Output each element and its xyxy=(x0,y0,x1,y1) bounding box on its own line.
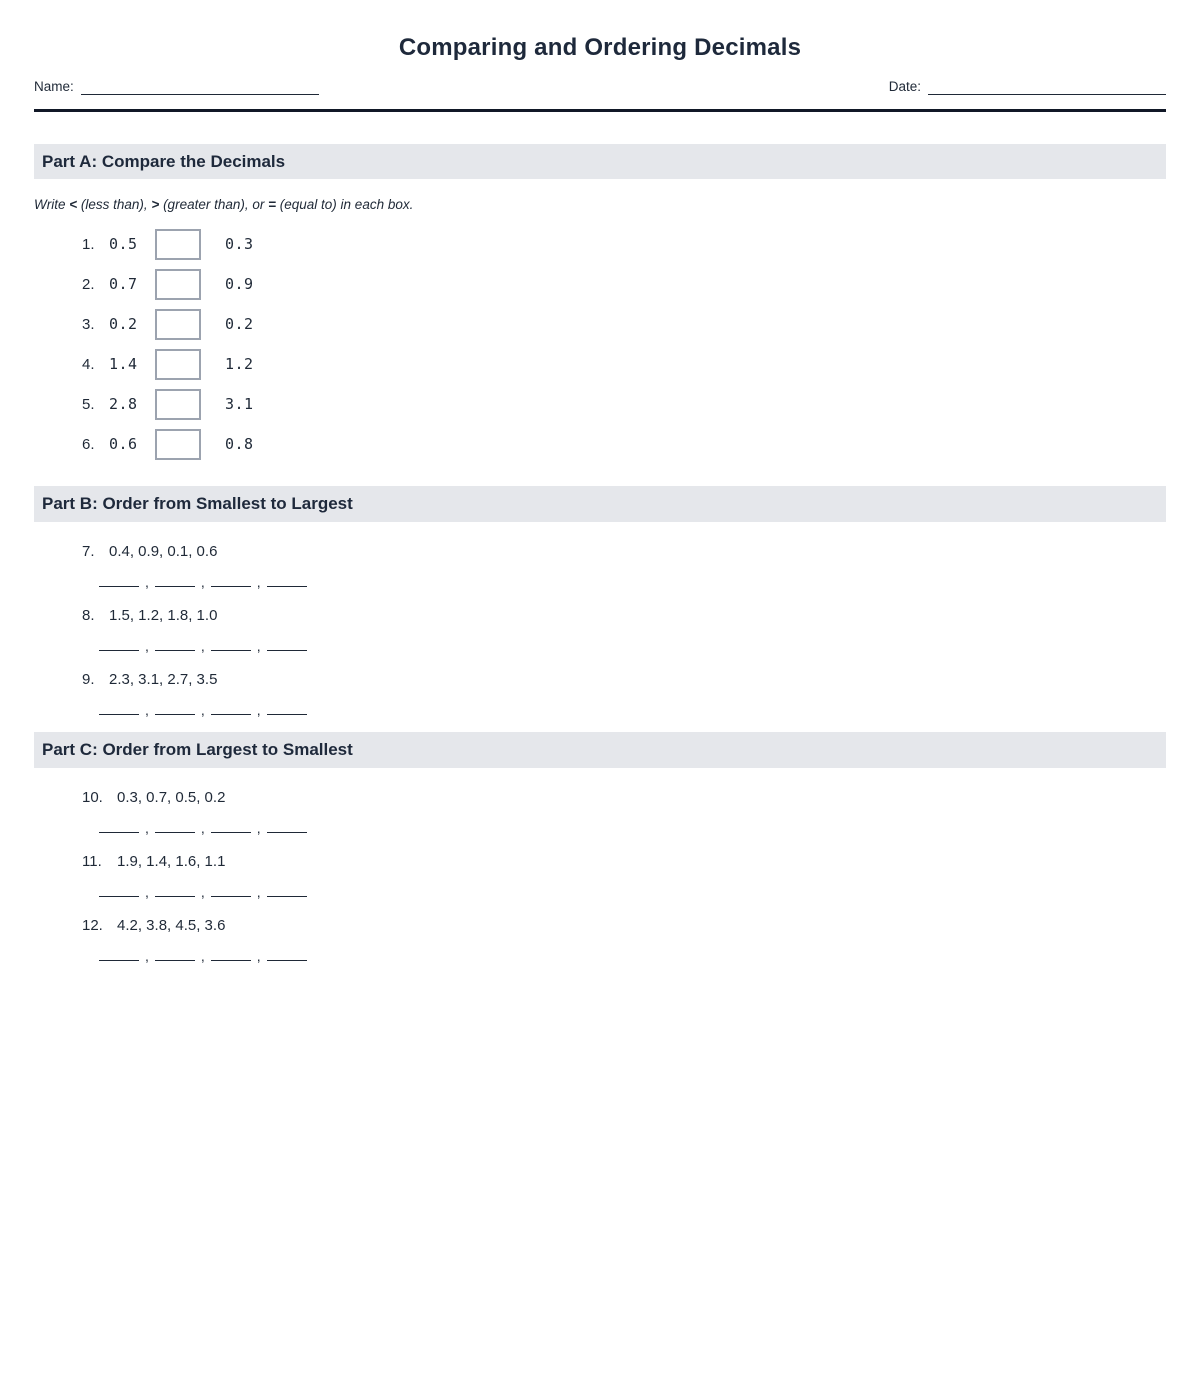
blank-separator: , xyxy=(145,638,149,654)
problem-number: 4. xyxy=(82,355,95,373)
date-input-line[interactable] xyxy=(928,79,1166,95)
section-header-part-c: Part C: Order from Largest to Smallest xyxy=(34,732,1166,768)
decimal-list: 1.9, 1.4, 1.6, 1.1 xyxy=(117,852,226,870)
answer-blank[interactable] xyxy=(267,703,307,715)
answer-blanks-10 xyxy=(34,820,1166,834)
decimal-list: 2.3, 3.1, 2.7, 3.5 xyxy=(109,670,218,688)
answer-blank[interactable] xyxy=(99,885,139,897)
problem-number: 1. xyxy=(82,235,95,253)
answer-blank[interactable] xyxy=(267,639,307,651)
answer-blank[interactable] xyxy=(211,703,251,715)
blank-separator: , xyxy=(256,948,261,964)
order-list-part-c xyxy=(34,786,1166,962)
problem-number: 11. xyxy=(82,852,102,870)
right-decimal: 3.1 xyxy=(225,395,254,413)
compare-row-4 xyxy=(34,344,1166,384)
answer-blanks-7 xyxy=(34,574,1166,588)
name-input-line[interactable] xyxy=(81,79,319,95)
blank-separator: , xyxy=(145,884,149,900)
section-header-part-a: Part A: Compare the Decimals xyxy=(34,144,1166,179)
answer-blank[interactable] xyxy=(155,949,195,961)
answer-blanks-12 xyxy=(34,948,1166,962)
right-decimal: 0.3 xyxy=(225,235,254,253)
instructions-text: Write xyxy=(34,197,70,212)
answer-blank[interactable] xyxy=(99,639,139,651)
right-decimal: 0.9 xyxy=(225,275,254,293)
blank-separator: , xyxy=(145,702,149,718)
answer-blank[interactable] xyxy=(211,821,251,833)
left-decimal: 0.6 xyxy=(109,435,138,453)
compare-list xyxy=(34,224,1166,464)
blank-separator: , xyxy=(256,638,261,654)
answer-blank[interactable] xyxy=(211,639,251,651)
answer-blank[interactable] xyxy=(155,575,195,587)
instructions-text: (equal to) in each box. xyxy=(276,197,414,212)
part-a-instructions xyxy=(34,197,1166,212)
answer-blank[interactable] xyxy=(267,949,307,961)
comparison-answer-box-2[interactable] xyxy=(155,269,201,300)
blank-separator: , xyxy=(256,574,261,590)
blank-separator: , xyxy=(256,702,261,718)
left-decimal: 1.4 xyxy=(109,355,138,373)
instructions-text: (less than), xyxy=(77,197,152,212)
name-date-row xyxy=(34,79,1166,95)
right-decimal: 0.2 xyxy=(225,315,254,333)
order-text xyxy=(34,604,1166,626)
answer-blank[interactable] xyxy=(99,703,139,715)
compare-row-2 xyxy=(34,264,1166,304)
header-divider xyxy=(34,109,1166,112)
order-item-12 xyxy=(34,914,1166,962)
answer-blank[interactable] xyxy=(155,885,195,897)
blank-separator: , xyxy=(200,574,205,590)
blank-separator: , xyxy=(145,820,149,836)
problem-number: 12. xyxy=(82,916,103,934)
blank-separator: , xyxy=(145,574,149,590)
order-item-9 xyxy=(34,668,1166,716)
blank-separator: , xyxy=(200,702,205,718)
blank-separator: , xyxy=(145,948,149,964)
comparison-answer-box-5[interactable] xyxy=(155,389,201,420)
order-text xyxy=(34,914,1166,936)
name-label: Name: xyxy=(34,79,74,94)
page-title: Comparing and Ordering Decimals xyxy=(398,34,802,61)
answer-blank[interactable] xyxy=(267,885,307,897)
answer-blank[interactable] xyxy=(155,703,195,715)
answer-blank[interactable] xyxy=(267,821,307,833)
blank-separator: , xyxy=(200,820,205,836)
answer-blanks-11 xyxy=(34,884,1166,898)
comparison-answer-box-6[interactable] xyxy=(155,429,201,460)
answer-blank[interactable] xyxy=(99,821,139,833)
blank-separator: , xyxy=(200,948,205,964)
blank-separator: , xyxy=(200,638,205,654)
order-item-10 xyxy=(34,786,1166,834)
decimal-list: 0.4, 0.9, 0.1, 0.6 xyxy=(109,542,218,560)
problem-number: 2. xyxy=(82,275,95,293)
equal-symbol: = xyxy=(268,197,277,212)
right-decimal: 0.8 xyxy=(225,435,254,453)
order-item-7 xyxy=(34,540,1166,588)
greater-than-symbol: > xyxy=(151,197,160,212)
less-than-symbol: < xyxy=(69,197,78,212)
blank-separator: , xyxy=(256,820,261,836)
date-label: Date: xyxy=(888,79,921,94)
answer-blank[interactable] xyxy=(267,575,307,587)
left-decimal: 0.2 xyxy=(109,315,138,333)
decimal-list: 1.5, 1.2, 1.8, 1.0 xyxy=(109,606,218,624)
compare-row-3 xyxy=(34,304,1166,344)
answer-blank[interactable] xyxy=(99,949,139,961)
compare-row-6 xyxy=(34,424,1166,464)
answer-blank[interactable] xyxy=(155,639,195,651)
answer-blank[interactable] xyxy=(99,575,139,587)
answer-blanks-8 xyxy=(34,638,1166,652)
answer-blank[interactable] xyxy=(211,575,251,587)
section-header-part-b: Part B: Order from Smallest to Largest xyxy=(34,486,1166,522)
comparison-answer-box-1[interactable] xyxy=(155,229,201,260)
order-text xyxy=(34,668,1166,690)
answer-blanks-9 xyxy=(34,702,1166,716)
decimal-list: 4.2, 3.8, 4.5, 3.6 xyxy=(117,916,226,934)
compare-row-5 xyxy=(34,384,1166,424)
compare-row-1 xyxy=(34,224,1166,264)
order-list-part-b xyxy=(34,540,1166,716)
left-decimal: 0.5 xyxy=(109,235,138,253)
left-decimal: 2.8 xyxy=(109,395,138,413)
answer-blank[interactable] xyxy=(211,885,251,897)
blank-separator: , xyxy=(200,884,205,900)
left-decimal: 0.7 xyxy=(109,275,138,293)
blank-separator: , xyxy=(256,884,261,900)
order-item-11 xyxy=(34,850,1166,898)
comparison-answer-box-4[interactable] xyxy=(155,349,201,380)
problem-number: 5. xyxy=(82,395,95,413)
problem-number: 9. xyxy=(82,670,95,688)
date-field xyxy=(889,79,1166,95)
problem-number: 8. xyxy=(82,606,95,624)
answer-blank[interactable] xyxy=(211,949,251,961)
problem-number: 10. xyxy=(82,788,103,806)
answer-blank[interactable] xyxy=(155,821,195,833)
instructions-text: (greater than), or xyxy=(159,197,269,212)
order-item-8 xyxy=(34,604,1166,652)
order-text xyxy=(34,786,1166,808)
problem-number: 7. xyxy=(82,542,95,560)
name-field xyxy=(34,79,319,95)
comparison-answer-box-3[interactable] xyxy=(155,309,201,340)
order-text xyxy=(34,540,1166,562)
order-text xyxy=(34,850,1166,872)
problem-number: 3. xyxy=(82,315,95,333)
decimal-list: 0.3, 0.7, 0.5, 0.2 xyxy=(117,788,226,806)
right-decimal: 1.2 xyxy=(225,355,254,373)
problem-number: 6. xyxy=(82,435,95,453)
